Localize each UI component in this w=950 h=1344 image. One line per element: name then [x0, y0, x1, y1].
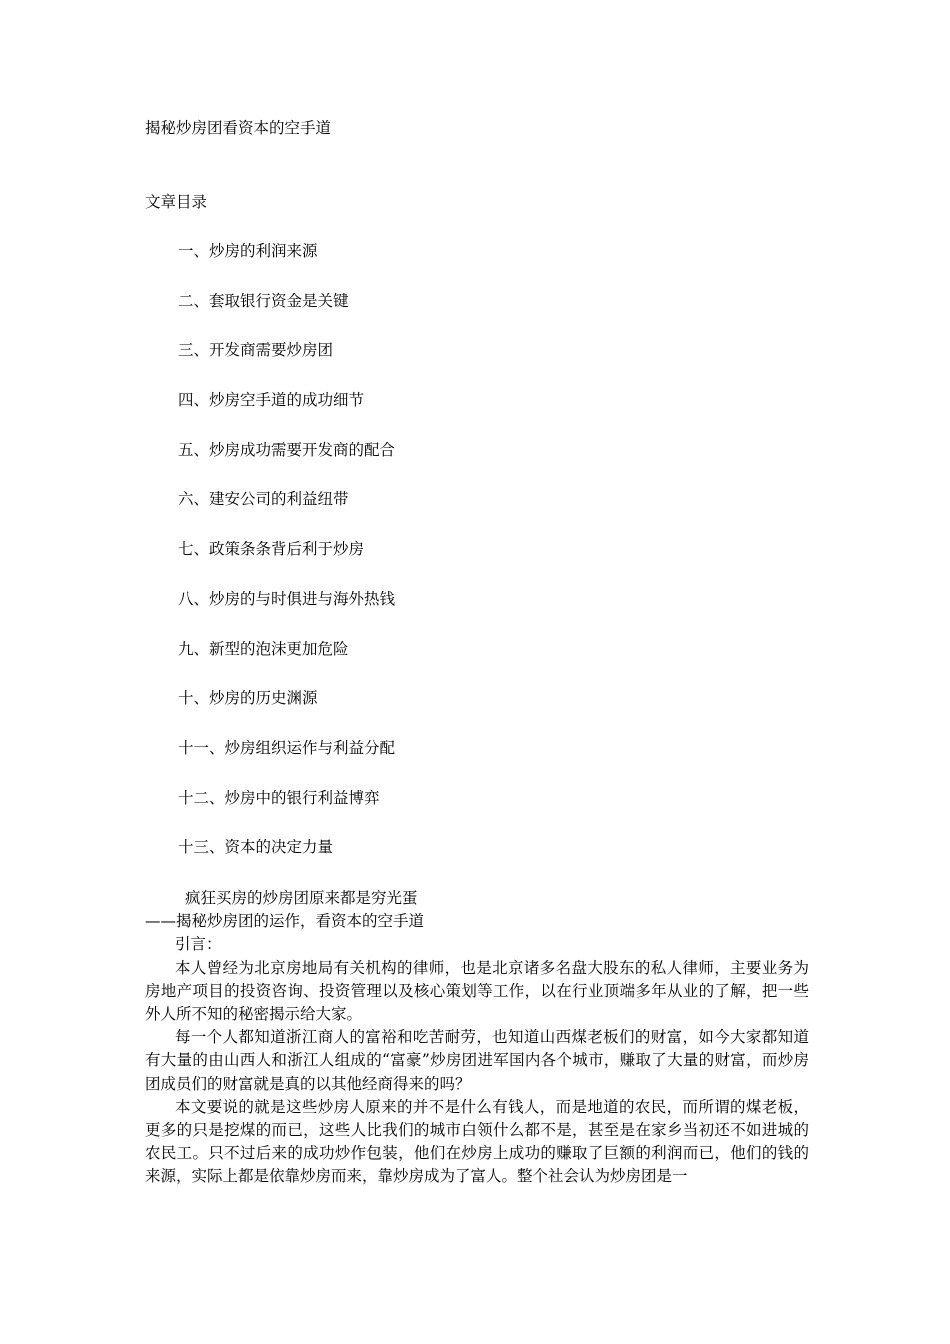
toc-item-13[interactable]: 十三、资本的决定力量: [178, 838, 334, 857]
toc-item-5[interactable]: 五、炒房成功需要开发商的配合: [178, 440, 396, 459]
article-headline: 疯狂买房的炒房团原来都是穷光蛋: [185, 889, 418, 907]
article-body: [145, 887, 809, 1189]
article-paragraph: 本人曾经为北京房地局有关机构的律师，也是北京诸多名盘大股东的私人律师，主要业务为房地产项目的投资咨询、投资管理以及核心策划等工作，以在行业顶端多年从业的了解，把一些外人所不知的秘密揭示给大家。: [145, 958, 809, 1024]
toc-item-6[interactable]: 六、建安公司的利益纽带: [178, 490, 349, 509]
toc-item-1[interactable]: 一、炒房的利润来源: [178, 242, 318, 260]
toc-item-12[interactable]: 十二、炒房中的银行利益博弈: [178, 788, 380, 807]
document-title: 揭秘炒房团看资本的空手道: [145, 119, 332, 137]
toc-item-7[interactable]: 七、政策条条背后利于炒房: [178, 540, 365, 559]
toc-item-8[interactable]: 八、炒房的与时俱进与海外热钱: [178, 589, 396, 608]
toc-item-2[interactable]: 二、套取银行资金是关键: [178, 291, 349, 310]
table-of-contents: [178, 241, 395, 887]
toc-item-4[interactable]: 四、炒房空手道的成功细节: [178, 391, 365, 410]
article-subheadline: ——揭秘炒房团的运作，看资本的空手道: [145, 912, 425, 931]
toc-item-10[interactable]: 十、炒房的历史渊源: [178, 689, 318, 708]
toc-item-11[interactable]: 十一、炒房组织运作与利益分配: [178, 738, 396, 757]
toc-item-9[interactable]: 九、新型的泡沫更加危险: [178, 639, 349, 658]
toc-item-3[interactable]: 三、开发商需要炒房团: [178, 341, 334, 360]
intro-label: 引言：: [175, 935, 222, 954]
article-paragraph: 本文要说的就是这些炒房人原来的并不是什么有钱人，而是地道的农民，而所谓的煤老板，更多的只是挖煤的而已，这些人比我们的城市白领什么都不是，甚至是在家乡当初还不如进城的农民工。只不过后来的成功炒作包装，他们在炒房上成功的赚取了巨额的利润而已，他们的钱的来源，实际上都是依靠炒房而来，靠炒房成为了富人。整个社会认为炒房团是一: [145, 1097, 809, 1186]
toc-heading: 文章目录: [145, 193, 208, 211]
article-paragraph: 每一个人都知道浙江商人的富裕和吃苦耐劳，也知道山西煤老板们的财富，如今大家都知道有大量的由山西人和浙江人组成的“富豪”炒房团进军国内各个城市，赚取了大量的财富，而炒房团成员们的财富就是真的以其他经商得来的吗？: [145, 1028, 809, 1093]
